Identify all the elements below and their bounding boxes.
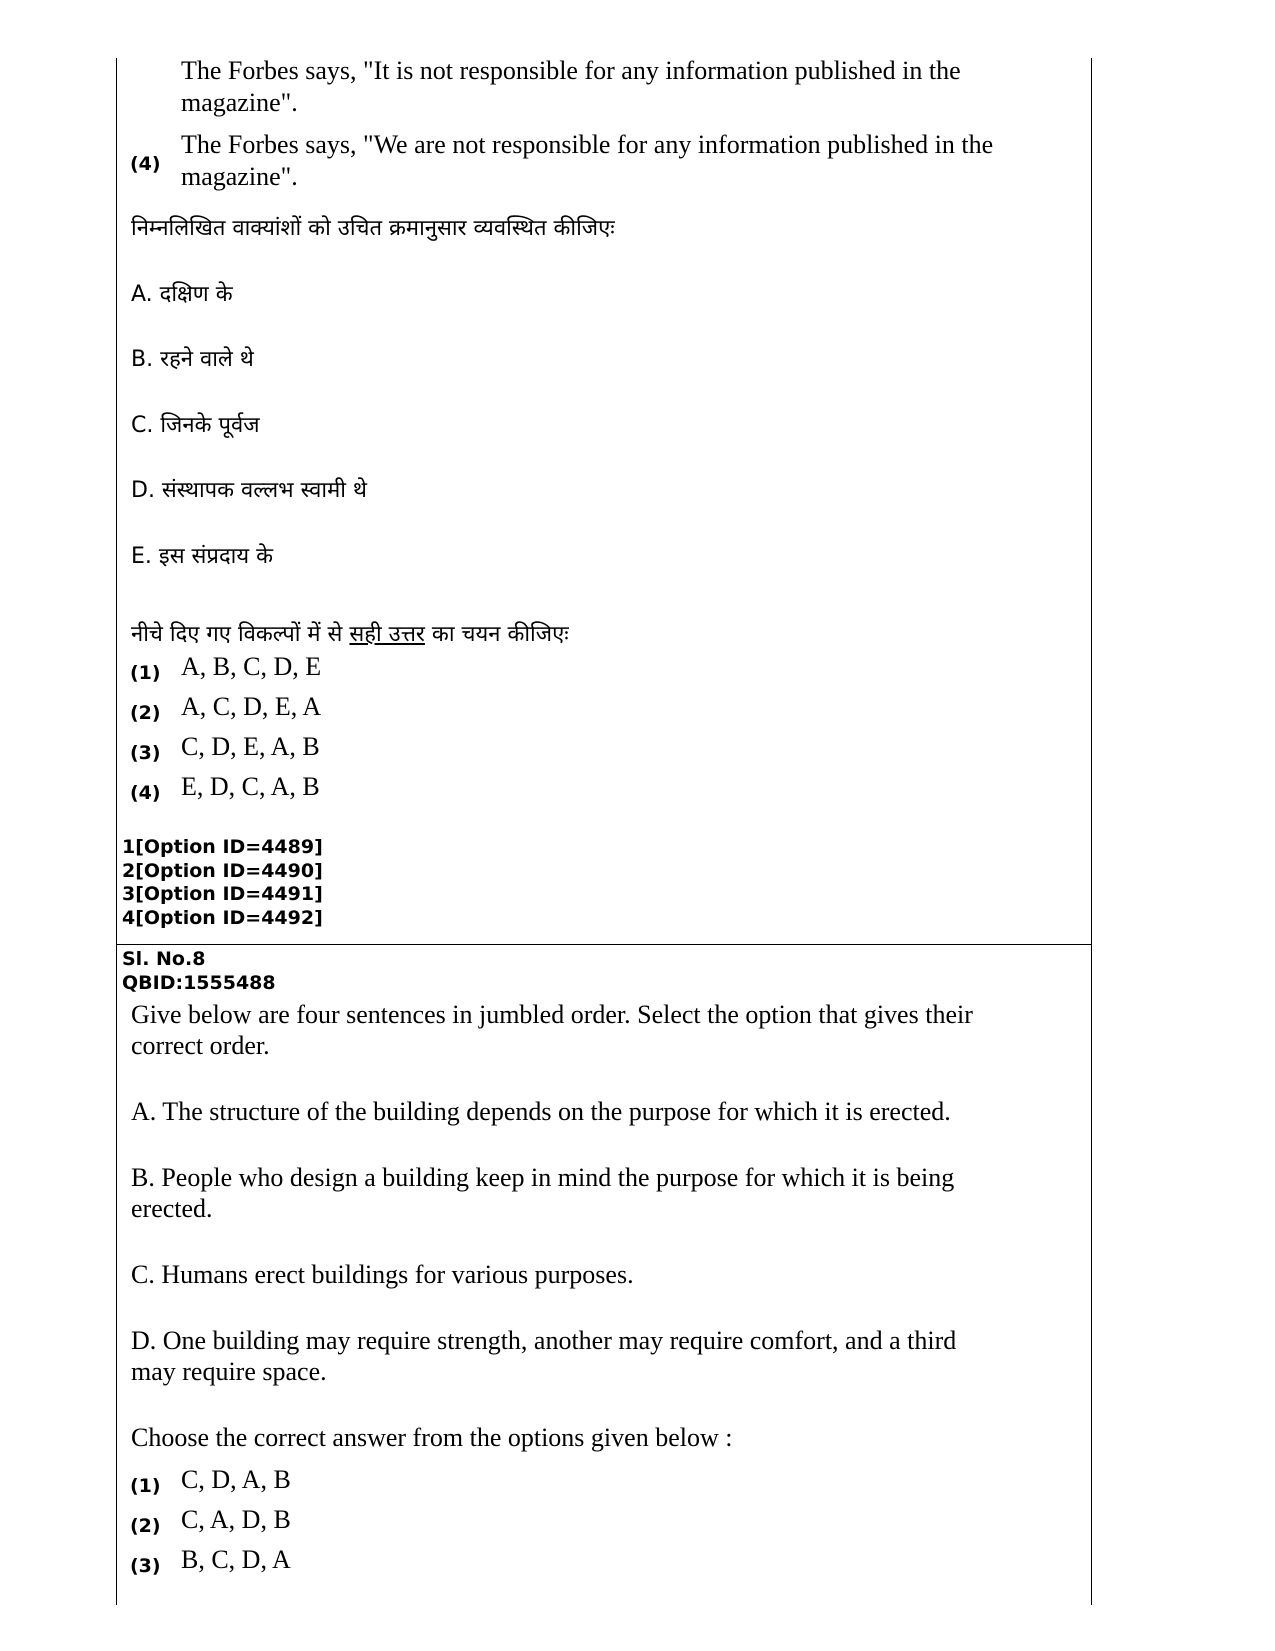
q8-serial-number: Sl. No.8 <box>122 948 206 970</box>
q7-option4-number: (4) <box>130 153 161 175</box>
hindi-option-1-text: A, B, C, D, E <box>181 652 322 681</box>
hindi-choose-underlined: सही उत्तर <box>349 622 425 647</box>
hindi-choose-prefix: नीचे दिए गए विकल्पों में से <box>131 622 350 647</box>
hindi-option-2-text: A, C, D, E, A <box>181 692 322 721</box>
hindi-option-4-text: E, D, C, A, B <box>181 772 320 801</box>
frame-right-border <box>1091 58 1092 1605</box>
q8-sentence-b-line1: B. People who design a building keep in mind the purpose for which it is being <box>131 1163 955 1192</box>
q7-option3-line2: magazine". <box>181 88 298 117</box>
q8-option-3-text: B, C, D, A <box>181 1545 291 1574</box>
hindi-choose-suffix: का चयन कीजिएः <box>424 622 569 647</box>
q8-sentence-b-line2: erected. <box>131 1194 213 1223</box>
hindi-item-d: D. संस्थापक वल्लभ स्वामी थे <box>131 478 367 503</box>
q7-option4-line2: magazine". <box>181 162 298 191</box>
q8-option-1-text: C, D, A, B <box>181 1465 291 1494</box>
q8-stem-line2: correct order. <box>131 1031 270 1060</box>
hindi-option-4-number: (4) <box>130 782 161 804</box>
q8-option-1-number: (1) <box>130 1475 161 1497</box>
hindi-item-c: C. जिनके पूर्वज <box>131 413 260 438</box>
q8-sentence-a: A. The structure of the building depends on the purpose for which it is erected. <box>131 1097 951 1126</box>
q8-qbid: QBID:1555488 <box>122 972 276 994</box>
question-divider <box>116 944 1092 945</box>
q8-stem-line1: Give below are four sentences in jumbled order. Select the option that gives their <box>131 1000 973 1029</box>
option-id-4: 4[Option ID=4492] <box>122 907 323 929</box>
option-id-1: 1[Option ID=4489] <box>122 836 323 858</box>
hindi-option-2-number: (2) <box>130 702 161 724</box>
q8-choose-instruction: Choose the correct answer from the options given below : <box>131 1423 733 1452</box>
q8-option-3-number: (3) <box>130 1555 161 1577</box>
q7-option4-line1: The Forbes says, "We are not responsible for any information published in the <box>181 130 994 159</box>
q8-option-2-number: (2) <box>130 1515 161 1537</box>
hindi-item-a: A. दक्षिण के <box>131 282 233 307</box>
q7-option3-line1: The Forbes says, "It is not responsible for any information published in the <box>181 56 961 85</box>
hindi-option-3-text: C, D, E, A, B <box>181 732 320 761</box>
hindi-option-1-number: (1) <box>130 662 161 684</box>
q8-sentence-d-line1: D. One building may require strength, another may require comfort, and a third <box>131 1326 957 1355</box>
q8-sentence-d-line2: may require space. <box>131 1357 327 1386</box>
hindi-option-3-number: (3) <box>130 742 161 764</box>
option-id-2: 2[Option ID=4490] <box>122 860 323 882</box>
q8-sentence-c: C. Humans erect buildings for various purposes. <box>131 1260 634 1289</box>
q8-option-2-text: C, A, D, B <box>181 1505 291 1534</box>
hindi-instruction: निम्नलिखित वाक्यांशों को उचित क्रमानुसार व्यवस्थित कीजिएः <box>131 216 615 241</box>
hindi-item-b: B. रहने वाले थे <box>131 347 254 372</box>
hindi-item-e: E. इस संप्रदाय के <box>131 544 273 569</box>
option-id-3: 3[Option ID=4491] <box>122 883 323 905</box>
frame-left-border <box>116 58 117 1605</box>
hindi-choose-instruction <box>131 618 569 648</box>
